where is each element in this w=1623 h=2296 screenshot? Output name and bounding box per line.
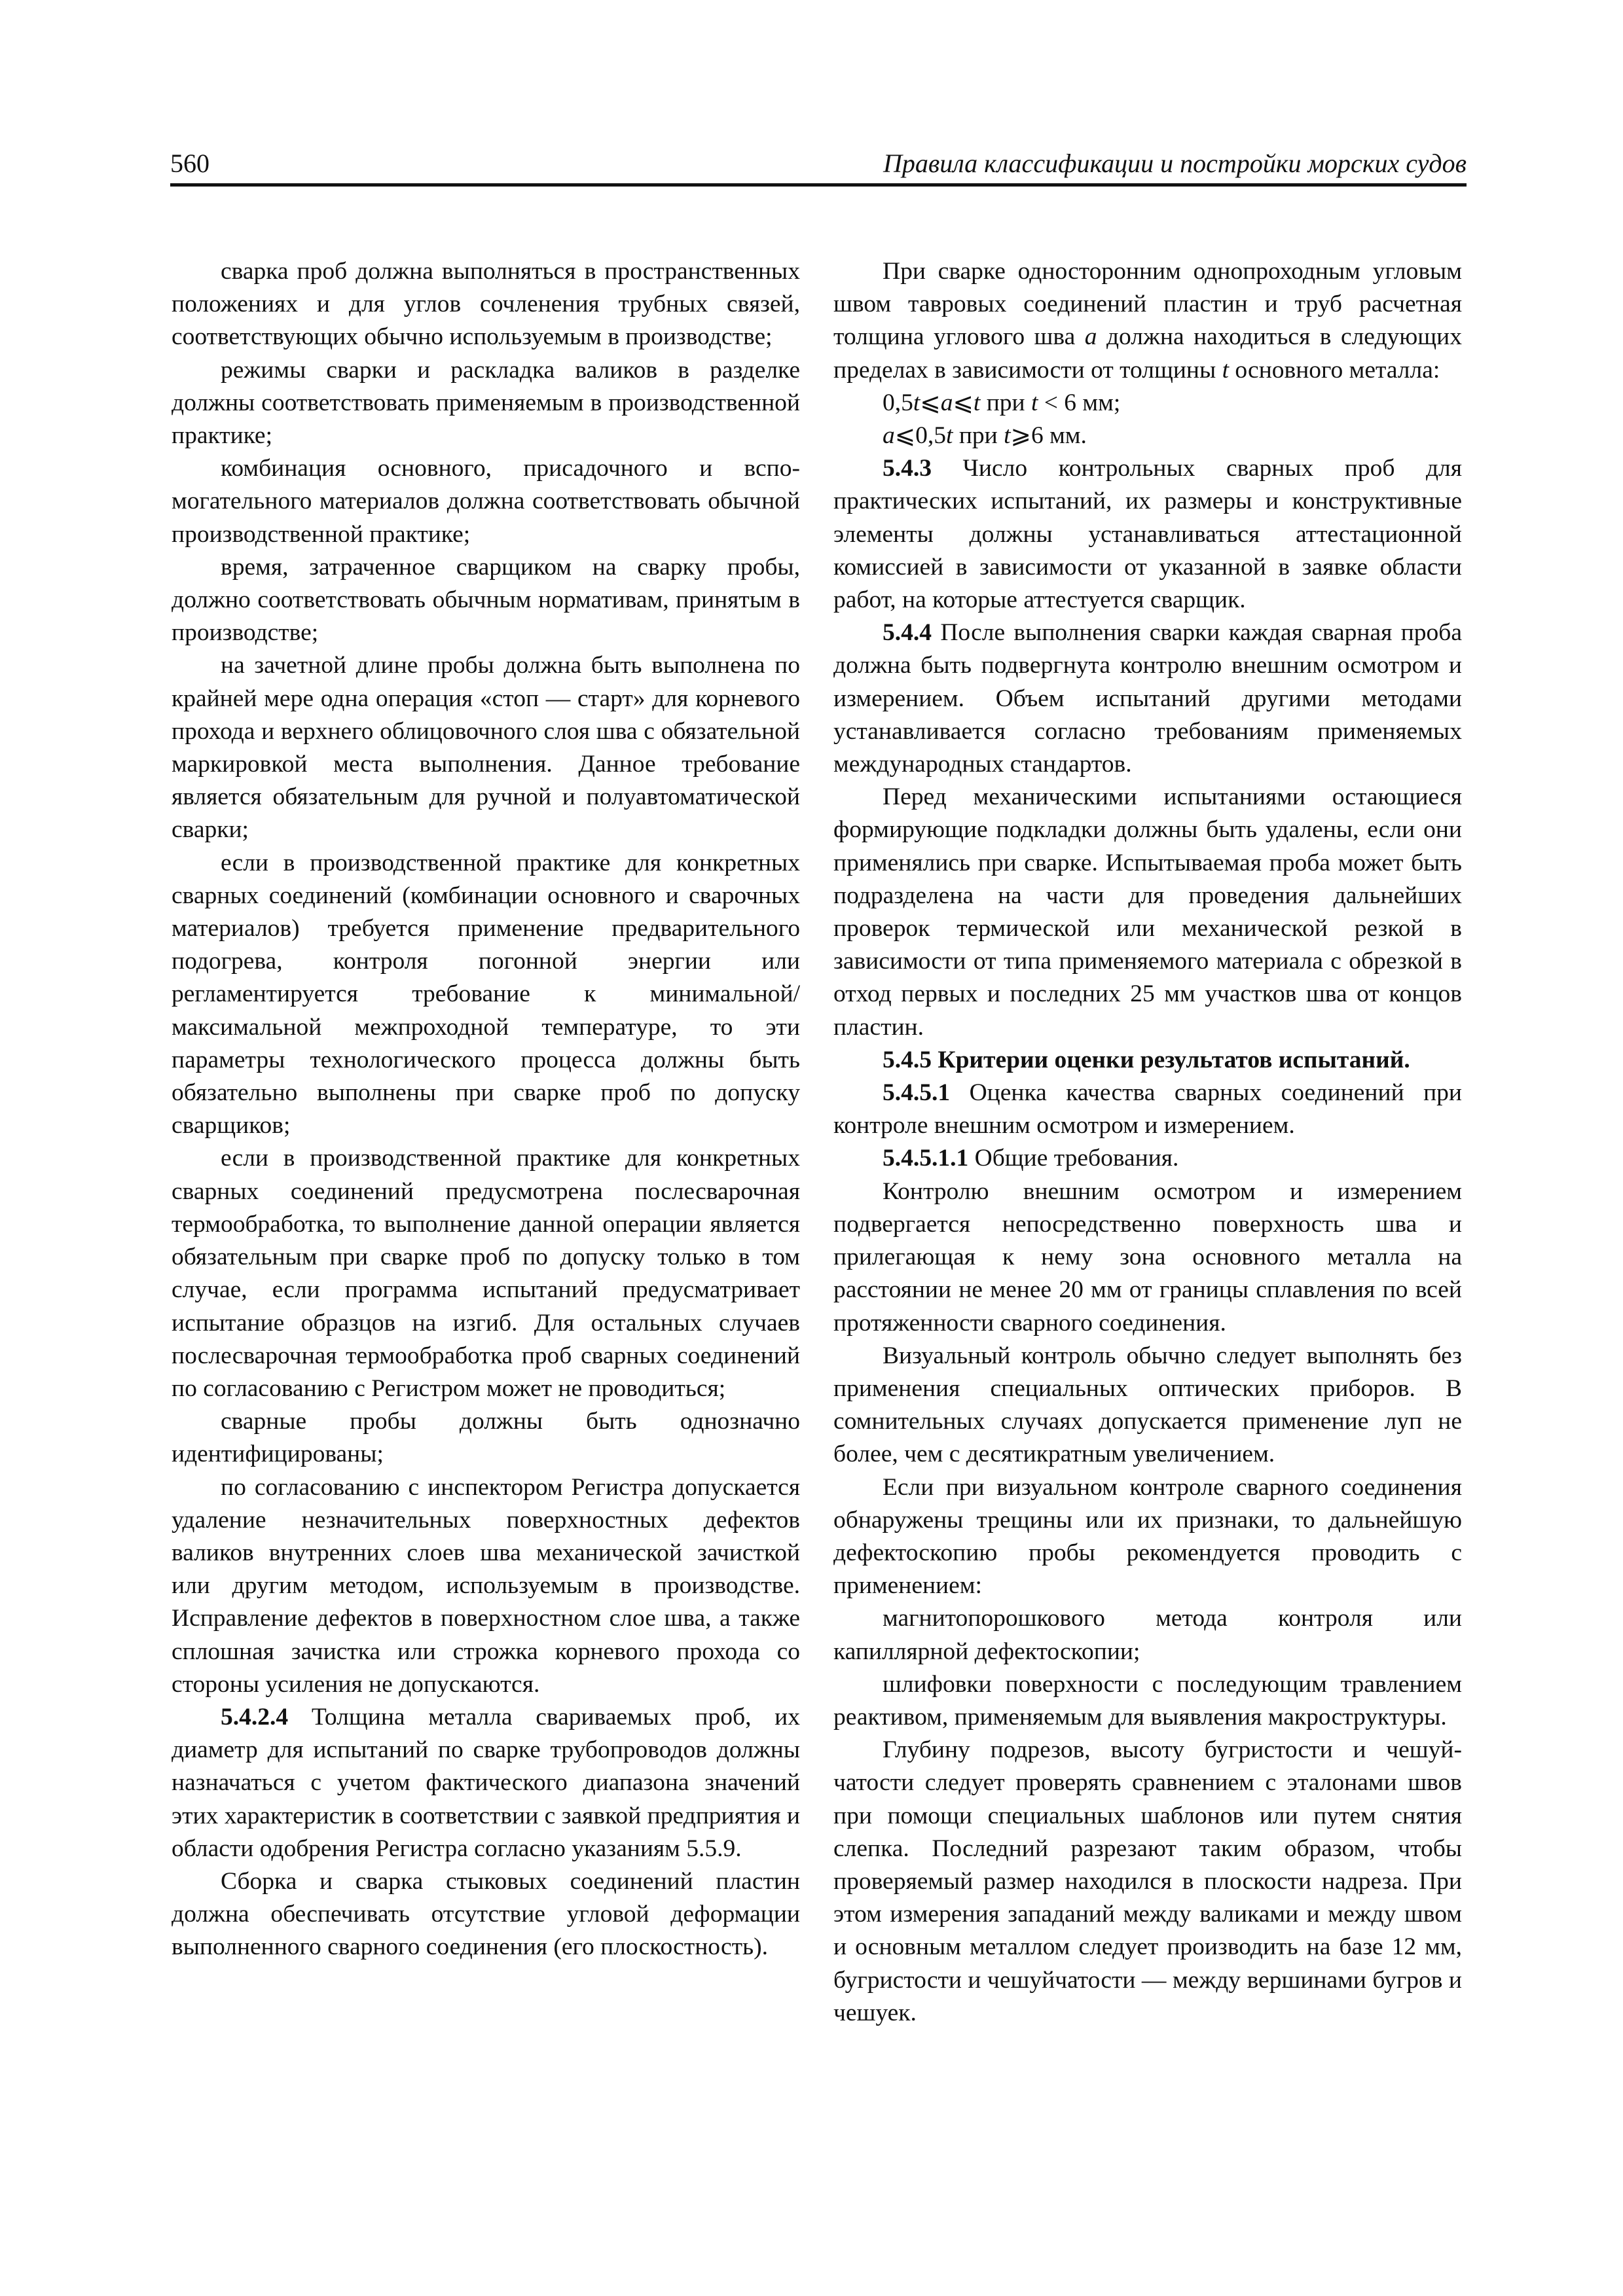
- variable: t: [913, 389, 921, 416]
- section-number: 5.4.5.1.1: [883, 1145, 969, 1172]
- text-run: При сварке односторонним однопроходным угловым швом тавровых соединений пластин и труб расчетная толщина углового шва: [833, 258, 1462, 351]
- section-heading: 5.4.5 Критерии оценки результатов испытаний.: [883, 1046, 1410, 1073]
- paragraph: Если при визуальном контроле сварного соединения обнаружены трещины или их признаки, то дальнейшую дефектоскопию пробы рекомендуется проводить с применением:: [833, 1473, 1462, 1600]
- paragraph: [833, 1142, 1462, 1175]
- variable: t: [973, 389, 981, 416]
- text-run: ⩽: [920, 389, 941, 416]
- paragraph: Глубину подрезов, высоту бугристости и чешуйчатости следует проверять сравнением с эталонами швов при помощи специальных шаблонов или путем снятия слепка. Последний разрезают таким образом, чтобы проверяемый размер находился в плоскости надреза. При этом измерения западаний между валиками и между швом и основным металлом следует производить на базе 12 мм, бугристости и чешуйчатости — между вершинами бугров и чешуек.: [833, 1736, 1462, 2026]
- left-column: [172, 255, 800, 1964]
- text-run: ⩾6 мм.: [1010, 422, 1087, 450]
- formula-line: [833, 387, 1462, 420]
- paragraph: Сборка и сварка стыковых соединений пластин должна обеспечивать отсутствие угловой деформации выполненного сварного соединения (его плоскостность).: [172, 1867, 800, 1961]
- section-number: 5.4.2.4: [221, 1703, 289, 1731]
- section-number: 5.4.4: [883, 619, 932, 647]
- paragraph: время, затраченное сварщиком на сварку пробы, должно соответствовать обычным нормативам, принятым в производстве;: [172, 553, 800, 647]
- formula-line: [833, 420, 1462, 452]
- paragraph-text: Оценка качества сварных соединений при контроле внешним осмотром и измерением.: [833, 1079, 1462, 1139]
- paragraph: сварка проб должна выполняться в пространственных положениях и для углов сочленения трубных связей, соответствующих обычно используемым в производстве;: [172, 258, 800, 351]
- paragraph-text: После выполнения сварки каждая сварная проба должна быть подвергнута контролю внешним осмотром и измерением. Объем испытаний другими методами устанавливается согласно требованиям применяемых международных стандартов.: [833, 619, 1462, 778]
- paragraph: [833, 452, 1462, 617]
- section-number: 5.4.3: [883, 455, 932, 482]
- variable: t: [1030, 389, 1038, 416]
- paragraph: [833, 255, 1462, 387]
- variable: a: [940, 389, 953, 416]
- paragraph-text: Число контрольных сварных проб для практических испытаний, их размеры и конструктивные элементы должны устанавливаться аттестационной комиссией в зависимости от указанной в заявке области работ, на которые аттестуется сварщик.: [833, 455, 1462, 614]
- variable: t: [1004, 422, 1011, 450]
- paragraph: Визуальный контроль обычно следует выполнять без применения специальных оптических приборов. В сомнительных случаях допускается применение луп не более, чем с десятикратным увеличением.: [833, 1342, 1462, 1468]
- paragraph: [833, 617, 1462, 781]
- paragraph-text: Общие требования.: [968, 1145, 1179, 1172]
- page-number: 560: [170, 149, 210, 178]
- text-run: ⩽: [953, 389, 974, 416]
- variable: a: [883, 422, 895, 450]
- paragraph: на зачетной длине пробы должна быть выполнена по крайней мере одна операция «стоп — старт» для корневого прохода и верхнего облицовочного слоя шва с обязательной маркировкой места выполнения. Данное требование является обязательным для ручной и полуавтоматической сварки;: [172, 652, 800, 844]
- text-run: 0,5: [883, 389, 913, 416]
- variable: t: [1222, 356, 1229, 384]
- paragraph-text: Толщина металла свариваемых проб, их диаметр для испытаний по сварке трубопроводов должны назначаться с учетом фактического диапазона значений этих характеристик в соответствии с заявкой предприятия и области одобрения Регистра согласно указаниям 5.5.9.: [172, 1703, 800, 1862]
- paragraph: если в производственной практике для конкретных сварных соединений (комбинации основного и сварочных материалов) требуется применение предварительного подогрева, контроля погонной энергии или регламентируется требование к минимальной/максимальной межпроходной температуре, то эти параметры технологического процесса должны быть обязательно выполнены при сварке проб по допуску сварщиков;: [172, 849, 800, 1139]
- paragraph: Перед механическими испытаниями остающиеся формирующие подкладки должны быть удалены, если они применялись при сварке. Испытываемая проба может быть подразделена на части для проведения дальнейших проверок термической или механической резкой в зависимости от типа применяемого материала с обрезкой в отход первых и последних 25 мм участков шва от концов пластин.: [833, 783, 1462, 1041]
- text-run: при: [980, 389, 1031, 416]
- running-title: Правила классификации и постройки морских судов: [883, 149, 1467, 178]
- paragraph: [833, 1077, 1462, 1142]
- text-run: < 6 мм;: [1038, 389, 1121, 416]
- paragraph: режимы сварки и раскладка валиков в разделке должны соответствовать применяемым в производственной практике;: [172, 356, 800, 450]
- right-column: [833, 255, 1462, 2030]
- paragraph: комбинация основного, присадочного и вспомогательного материалов должна соответствовать обычной производственной практике;: [172, 455, 800, 548]
- paragraph: [172, 1701, 800, 1865]
- paragraph: если в производственной практике для конкретных сварных соединений предусмотрена послесварочная термообработка, то выполнение данной операции является обязательным при сварке проб по допуску только в том случае, если программа испытаний предусматривает испытание образцов на изгиб. Для остальных случаев послесварочная термообработка проб сварных соединений по согласованию с Регистром может не проводиться;: [172, 1145, 800, 1402]
- paragraph: шлифовки поверхности с последующим травлением реактивом, применяемым для выявления макроструктуры.: [833, 1670, 1462, 1731]
- text-run: при: [953, 422, 1004, 450]
- paragraph: Контролю внешним осмотром и измерением подвергается непосредственно поверхность шва и прилегающая к нему зона основного металла на расстоянии не менее 20 мм от границы сплавления по всей протяженности сварного соединения.: [833, 1177, 1462, 1336]
- paragraph: сварные пробы должны быть однозначно идентифицированы;: [172, 1408, 800, 1468]
- text-run: должна находиться в следующих пределах в зависимости от толщины: [833, 323, 1462, 384]
- text-run: основного металла:: [1228, 356, 1440, 384]
- variable: t: [946, 422, 953, 450]
- text-run: ⩽0,5: [894, 422, 947, 450]
- paragraph: магнитопорошкового метода контроля или капиллярной дефектоскопии;: [833, 1605, 1462, 1665]
- paragraph: по согласованию с инспектором Регистра допускается удаление незначительных поверхностных дефектов валиков внутренних слоев шва механической зачисткой или другим методом, используемым в производстве. Исправление дефектов в поверхностном слое шва, а также сплошная зачистка или строжка корневого прохода со стороны усиления не допускаются.: [172, 1473, 800, 1698]
- section-number: 5.4.5.1: [883, 1079, 951, 1107]
- page-header: [170, 143, 1467, 187]
- variable: a: [1084, 323, 1097, 351]
